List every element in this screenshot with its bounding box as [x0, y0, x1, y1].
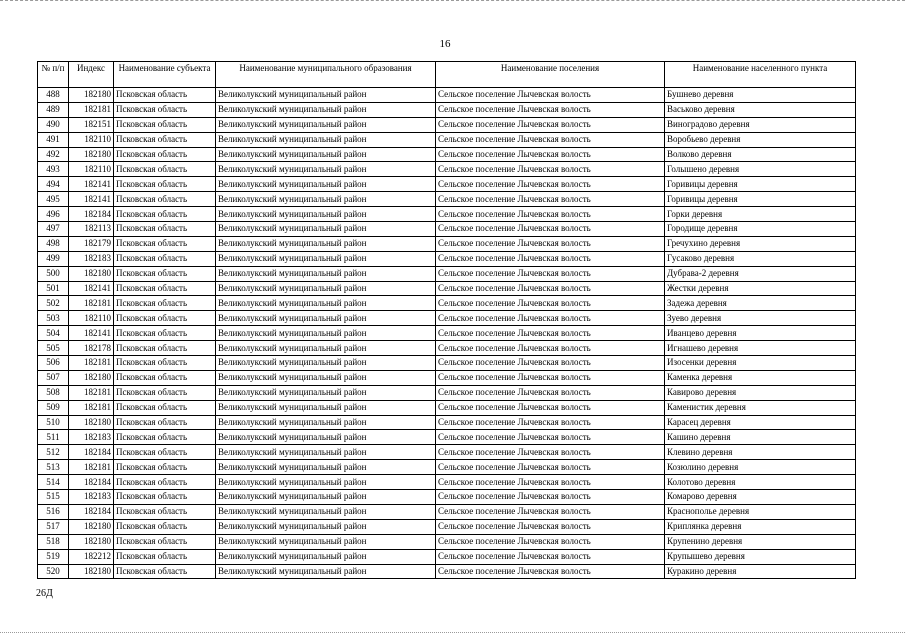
cell-settlement: Сельское поселение Лычевская волость	[436, 475, 665, 490]
cell-index: 182183	[69, 251, 114, 266]
cell-municipality: Великолукский муниципальный район	[216, 177, 436, 192]
table-row	[38, 475, 856, 490]
cell-index: 182180	[69, 534, 114, 549]
cell-subject: Псковская область	[114, 460, 216, 475]
cell-num: 503	[38, 311, 69, 326]
header-index: Индекс	[69, 62, 114, 88]
table-row	[38, 192, 856, 207]
cell-locality: Голышено деревня	[665, 162, 856, 177]
cell-index: 182180	[69, 564, 114, 579]
cell-settlement: Сельское поселение Лычевская волость	[436, 311, 665, 326]
header-locality: Наименование населенного пункта	[665, 62, 856, 88]
cell-locality: Крупышево деревня	[665, 549, 856, 564]
cell-index: 182183	[69, 490, 114, 505]
cell-settlement: Сельское поселение Лычевская волость	[436, 534, 665, 549]
cell-num: 504	[38, 326, 69, 341]
cell-settlement: Сельское поселение Лычевская волость	[436, 415, 665, 430]
cell-locality: Горивицы деревня	[665, 177, 856, 192]
cell-subject: Псковская область	[114, 147, 216, 162]
cell-subject: Псковская область	[114, 177, 216, 192]
table-row	[38, 147, 856, 162]
cell-index: 182181	[69, 296, 114, 311]
cell-settlement: Сельское поселение Лычевская волость	[436, 281, 665, 296]
cell-municipality: Великолукский муниципальный район	[216, 162, 436, 177]
cell-settlement: Сельское поселение Лычевская волость	[436, 341, 665, 356]
cell-num: 509	[38, 400, 69, 415]
cell-num: 492	[38, 147, 69, 162]
cell-municipality: Великолукский муниципальный район	[216, 236, 436, 251]
table-row	[38, 296, 856, 311]
cell-municipality: Великолукский муниципальный район	[216, 460, 436, 475]
cell-index: 182180	[69, 519, 114, 534]
cell-locality: Козюлино деревня	[665, 460, 856, 475]
cell-locality: Горки деревня	[665, 207, 856, 222]
header-num: № п/п	[38, 62, 69, 88]
cell-locality: Комарово деревня	[665, 490, 856, 505]
cell-settlement: Сельское поселение Лычевская волость	[436, 400, 665, 415]
cell-index: 182180	[69, 370, 114, 385]
cell-municipality: Великолукский муниципальный район	[216, 222, 436, 237]
cell-num: 513	[38, 460, 69, 475]
cell-num: 500	[38, 266, 69, 281]
cell-locality: Каменка деревня	[665, 370, 856, 385]
cell-settlement: Сельское поселение Лычевская волость	[436, 177, 665, 192]
cell-locality: Зуево деревня	[665, 311, 856, 326]
cell-locality: Виноградово деревня	[665, 117, 856, 132]
cell-locality: Задежа деревня	[665, 296, 856, 311]
cell-municipality: Великолукский муниципальный район	[216, 102, 436, 117]
cell-subject: Псковская область	[114, 192, 216, 207]
cell-municipality: Великолукский муниципальный район	[216, 117, 436, 132]
cell-locality: Кавирово деревня	[665, 385, 856, 400]
cell-municipality: Великолукский муниципальный район	[216, 251, 436, 266]
header-settlement: Наименование поселения	[436, 62, 665, 88]
table-row	[38, 326, 856, 341]
cell-municipality: Великолукский муниципальный район	[216, 207, 436, 222]
cell-num: 488	[38, 88, 69, 103]
cell-subject: Псковская область	[114, 564, 216, 579]
cell-num: 520	[38, 564, 69, 579]
cell-index: 182178	[69, 341, 114, 356]
cell-settlement: Сельское поселение Лычевская волость	[436, 430, 665, 445]
cell-locality: Волково деревня	[665, 147, 856, 162]
cell-settlement: Сельское поселение Лычевская волость	[436, 296, 665, 311]
cell-num: 495	[38, 192, 69, 207]
cell-index: 182183	[69, 430, 114, 445]
cell-locality: Иванцево деревня	[665, 326, 856, 341]
cell-subject: Псковская область	[114, 356, 216, 371]
cell-num: 511	[38, 430, 69, 445]
cell-index: 182180	[69, 415, 114, 430]
cell-settlement: Сельское поселение Лычевская волость	[436, 385, 665, 400]
cell-index: 182141	[69, 326, 114, 341]
cell-municipality: Великолукский муниципальный район	[216, 296, 436, 311]
cell-subject: Псковская область	[114, 296, 216, 311]
cell-num: 494	[38, 177, 69, 192]
cell-municipality: Великолукский муниципальный район	[216, 341, 436, 356]
cell-subject: Псковская область	[114, 88, 216, 103]
cell-locality: Каменистик деревня	[665, 400, 856, 415]
table-body	[38, 88, 856, 579]
page-number: 16	[439, 38, 451, 50]
cell-locality: Бушнево деревня	[665, 88, 856, 103]
cell-index: 182141	[69, 177, 114, 192]
cell-settlement: Сельское поселение Лычевская волость	[436, 102, 665, 117]
cell-locality: Изосенки деревня	[665, 356, 856, 371]
cell-municipality: Великолукский муниципальный район	[216, 266, 436, 281]
cell-index: 182184	[69, 475, 114, 490]
cell-num: 493	[38, 162, 69, 177]
cell-num: 491	[38, 132, 69, 147]
table-row	[38, 207, 856, 222]
cell-subject: Псковская область	[114, 534, 216, 549]
cell-num: 512	[38, 445, 69, 460]
table-row	[38, 132, 856, 147]
scan-edge-top	[0, 0, 905, 4]
cell-subject: Псковская область	[114, 162, 216, 177]
cell-settlement: Сельское поселение Лычевская волость	[436, 192, 665, 207]
cell-index: 182180	[69, 88, 114, 103]
cell-municipality: Великолукский муниципальный район	[216, 549, 436, 564]
cell-index: 182181	[69, 385, 114, 400]
cell-index: 182151	[69, 117, 114, 132]
cell-index: 182141	[69, 281, 114, 296]
cell-municipality: Великолукский муниципальный район	[216, 370, 436, 385]
cell-locality: Крупенино деревня	[665, 534, 856, 549]
table-row	[38, 504, 856, 519]
cell-settlement: Сельское поселение Лычевская волость	[436, 88, 665, 103]
cell-settlement: Сельское поселение Лычевская волость	[436, 564, 665, 579]
table-row	[38, 445, 856, 460]
cell-num: 498	[38, 236, 69, 251]
table-row	[38, 370, 856, 385]
cell-subject: Псковская область	[114, 549, 216, 564]
cell-index: 182180	[69, 266, 114, 281]
cell-subject: Псковская область	[114, 326, 216, 341]
cell-index: 182212	[69, 549, 114, 564]
table-row	[38, 549, 856, 564]
cell-locality: Горивицы деревня	[665, 192, 856, 207]
cell-index: 182180	[69, 147, 114, 162]
cell-settlement: Сельское поселение Лычевская волость	[436, 519, 665, 534]
cell-index: 182141	[69, 192, 114, 207]
cell-subject: Псковская область	[114, 519, 216, 534]
cell-num: 507	[38, 370, 69, 385]
table-row	[38, 177, 856, 192]
cell-num: 490	[38, 117, 69, 132]
table-row	[38, 222, 856, 237]
cell-index: 182113	[69, 222, 114, 237]
table-row	[38, 534, 856, 549]
cell-municipality: Великолукский муниципальный район	[216, 564, 436, 579]
table-row	[38, 356, 856, 371]
cell-settlement: Сельское поселение Лычевская волость	[436, 370, 665, 385]
cell-subject: Псковская область	[114, 132, 216, 147]
cell-subject: Псковская область	[114, 475, 216, 490]
cell-subject: Псковская область	[114, 504, 216, 519]
cell-locality: Жестки деревня	[665, 281, 856, 296]
cell-num: 502	[38, 296, 69, 311]
cell-locality: Васьково деревня	[665, 102, 856, 117]
cell-subject: Псковская область	[114, 311, 216, 326]
cell-settlement: Сельское поселение Лычевская волость	[436, 490, 665, 505]
cell-settlement: Сельское поселение Лычевская волость	[436, 117, 665, 132]
cell-municipality: Великолукский муниципальный район	[216, 132, 436, 147]
cell-settlement: Сельское поселение Лычевская волость	[436, 326, 665, 341]
cell-municipality: Великолукский муниципальный район	[216, 445, 436, 460]
cell-subject: Псковская область	[114, 117, 216, 132]
cell-num: 489	[38, 102, 69, 117]
cell-num: 519	[38, 549, 69, 564]
cell-subject: Псковская область	[114, 430, 216, 445]
cell-subject: Псковская область	[114, 341, 216, 356]
table-row	[38, 162, 856, 177]
header-municipality: Наименование муниципального образования	[216, 62, 436, 88]
cell-municipality: Великолукский муниципальный район	[216, 415, 436, 430]
table-row	[38, 519, 856, 534]
cell-settlement: Сельское поселение Лычевская волость	[436, 445, 665, 460]
table-row	[38, 490, 856, 505]
cell-locality: Куракино деревня	[665, 564, 856, 579]
cell-locality: Криплянка деревня	[665, 519, 856, 534]
cell-locality: Гречухино деревня	[665, 236, 856, 251]
cell-settlement: Сельское поселение Лычевская волость	[436, 460, 665, 475]
table-row	[38, 415, 856, 430]
cell-locality: Воробьево деревня	[665, 132, 856, 147]
cell-settlement: Сельское поселение Лычевская волость	[436, 504, 665, 519]
cell-locality: Гусаково деревня	[665, 251, 856, 266]
table-row	[38, 251, 856, 266]
cell-settlement: Сельское поселение Лычевская волость	[436, 549, 665, 564]
cell-num: 496	[38, 207, 69, 222]
header-subject: Наименование субъекта	[114, 62, 216, 88]
cell-num: 501	[38, 281, 69, 296]
cell-settlement: Сельское поселение Лычевская волость	[436, 162, 665, 177]
cell-index: 182110	[69, 132, 114, 147]
cell-municipality: Великолукский муниципальный район	[216, 281, 436, 296]
cell-num: 516	[38, 504, 69, 519]
table-header	[38, 62, 856, 88]
cell-locality: Городище деревня	[665, 222, 856, 237]
cell-num: 514	[38, 475, 69, 490]
table-row	[38, 281, 856, 296]
cell-locality: Карасец деревня	[665, 415, 856, 430]
localities-table	[37, 61, 856, 579]
cell-subject: Псковская область	[114, 207, 216, 222]
cell-num: 505	[38, 341, 69, 356]
cell-num: 506	[38, 356, 69, 371]
cell-num: 515	[38, 490, 69, 505]
table-row	[38, 564, 856, 579]
cell-settlement: Сельское поселение Лычевская волость	[436, 356, 665, 371]
cell-locality: Игнашево деревня	[665, 341, 856, 356]
cell-municipality: Великолукский муниципальный район	[216, 504, 436, 519]
cell-municipality: Великолукский муниципальный район	[216, 311, 436, 326]
cell-index: 182184	[69, 504, 114, 519]
cell-index: 182184	[69, 207, 114, 222]
cell-index: 182184	[69, 445, 114, 460]
table-row	[38, 236, 856, 251]
table-row	[38, 385, 856, 400]
cell-settlement: Сельское поселение Лычевская волость	[436, 222, 665, 237]
cell-municipality: Великолукский муниципальный район	[216, 192, 436, 207]
cell-subject: Псковская область	[114, 222, 216, 237]
cell-num: 499	[38, 251, 69, 266]
scan-edge-bottom	[0, 632, 905, 635]
cell-locality: Клевино деревня	[665, 445, 856, 460]
cell-locality: Колотово деревня	[665, 475, 856, 490]
cell-num: 497	[38, 222, 69, 237]
cell-settlement: Сельское поселение Лычевская волость	[436, 236, 665, 251]
cell-municipality: Великолукский муниципальный район	[216, 534, 436, 549]
cell-num: 518	[38, 534, 69, 549]
cell-municipality: Великолукский муниципальный район	[216, 88, 436, 103]
table-row	[38, 400, 856, 415]
cell-subject: Псковская область	[114, 490, 216, 505]
cell-subject: Псковская область	[114, 236, 216, 251]
cell-subject: Псковская область	[114, 385, 216, 400]
header-row	[38, 62, 856, 88]
cell-subject: Псковская область	[114, 266, 216, 281]
cell-municipality: Великолукский муниципальный район	[216, 356, 436, 371]
cell-num: 508	[38, 385, 69, 400]
cell-municipality: Великолукский муниципальный район	[216, 326, 436, 341]
cell-settlement: Сельское поселение Лычевская волость	[436, 266, 665, 281]
cell-settlement: Сельское поселение Лычевская волость	[436, 207, 665, 222]
cell-municipality: Великолукский муниципальный район	[216, 519, 436, 534]
table-row	[38, 341, 856, 356]
table-row	[38, 117, 856, 132]
table-row	[38, 460, 856, 475]
cell-locality: Кашино деревня	[665, 430, 856, 445]
cell-subject: Псковская область	[114, 415, 216, 430]
table-row	[38, 266, 856, 281]
cell-index: 182181	[69, 460, 114, 475]
cell-index: 182181	[69, 400, 114, 415]
cell-subject: Псковская область	[114, 370, 216, 385]
table-row	[38, 88, 856, 103]
footer-code: 26Д	[36, 588, 53, 599]
cell-subject: Псковская область	[114, 251, 216, 266]
cell-municipality: Великолукский муниципальный район	[216, 385, 436, 400]
cell-settlement: Сельское поселение Лычевская волость	[436, 147, 665, 162]
cell-index: 182181	[69, 356, 114, 371]
table-row	[38, 311, 856, 326]
cell-settlement: Сельское поселение Лычевская волость	[436, 251, 665, 266]
cell-locality: Краснополье деревня	[665, 504, 856, 519]
cell-index: 182181	[69, 102, 114, 117]
cell-locality: Дубрава-2 деревня	[665, 266, 856, 281]
cell-index: 182110	[69, 162, 114, 177]
cell-subject: Псковская область	[114, 102, 216, 117]
cell-municipality: Великолукский муниципальный район	[216, 475, 436, 490]
cell-num: 517	[38, 519, 69, 534]
cell-index: 182110	[69, 311, 114, 326]
cell-municipality: Великолукский муниципальный район	[216, 430, 436, 445]
cell-subject: Псковская область	[114, 400, 216, 415]
cell-subject: Псковская область	[114, 281, 216, 296]
cell-num: 510	[38, 415, 69, 430]
table-row	[38, 102, 856, 117]
table-row	[38, 430, 856, 445]
cell-index: 182179	[69, 236, 114, 251]
cell-settlement: Сельское поселение Лычевская волость	[436, 132, 665, 147]
cell-municipality: Великолукский муниципальный район	[216, 147, 436, 162]
cell-subject: Псковская область	[114, 445, 216, 460]
cell-municipality: Великолукский муниципальный район	[216, 490, 436, 505]
cell-municipality: Великолукский муниципальный район	[216, 400, 436, 415]
